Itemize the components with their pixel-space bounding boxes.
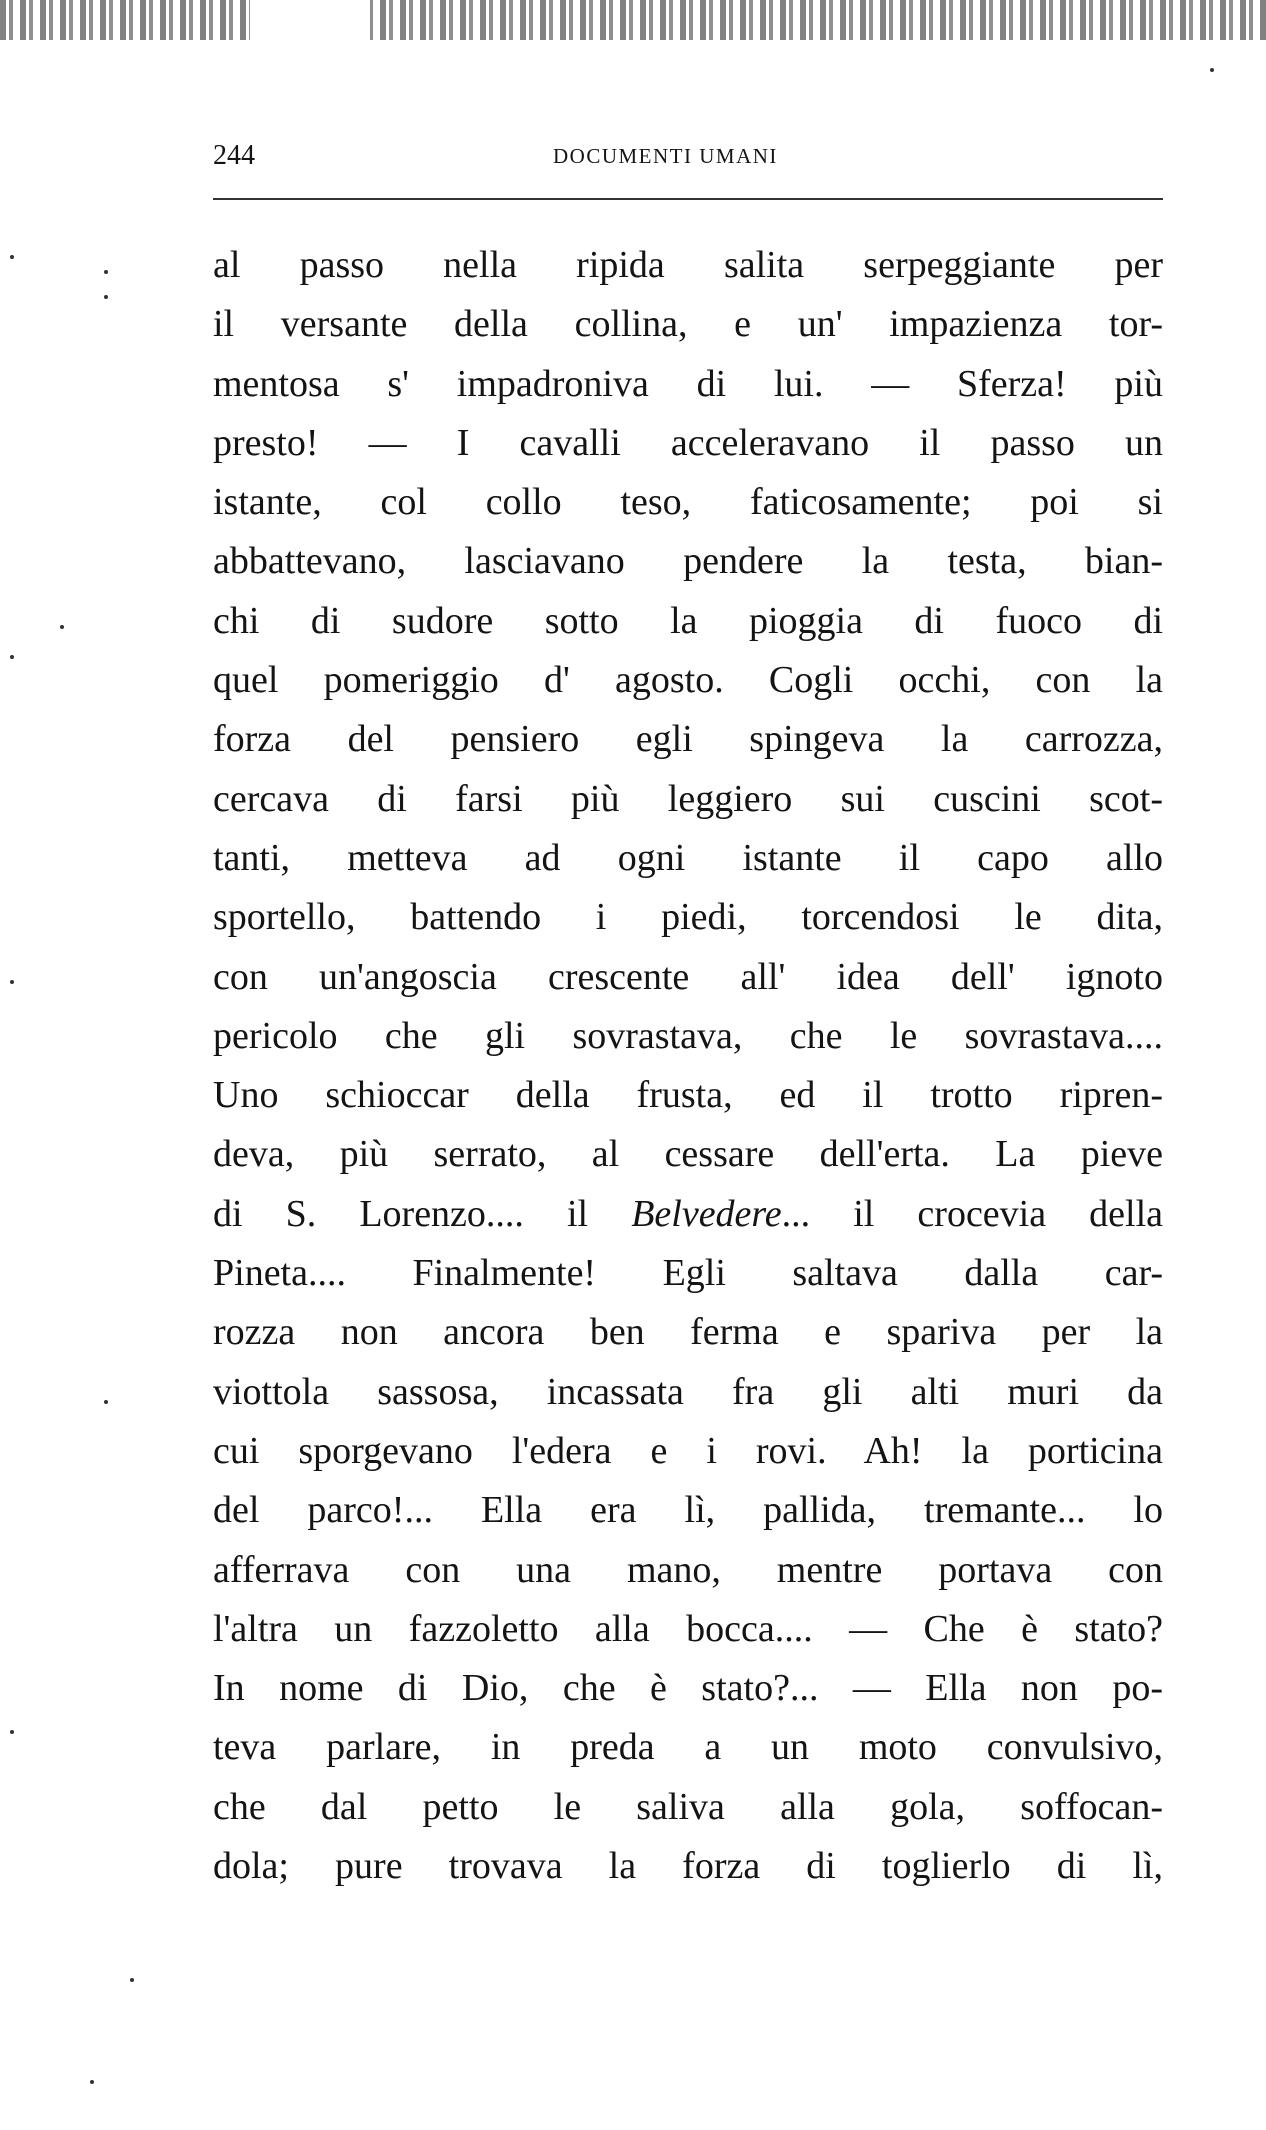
running-title: DOCUMENTI UMANI	[553, 144, 778, 168]
text-segment: di S. Lorenzo.... il	[213, 1192, 632, 1235]
scan-speck	[90, 2080, 94, 2084]
text-line: istante, col collo teso, faticosamente; poi si	[213, 481, 1163, 524]
text-line: presto! — I cavalli acceleravano il passo un	[213, 421, 1163, 464]
text-line: l'altra un fazzoletto alla bocca.... — Che è stato?	[213, 1607, 1163, 1650]
scan-speck	[104, 295, 108, 299]
text-line: abbattevano, lasciavano pendere la testa, bian-	[213, 540, 1163, 583]
text-line: che dal petto le saliva alla gola, soffocan-	[213, 1785, 1163, 1828]
text-line: quel pomeriggio d' agosto. Cogli occhi, con la	[213, 659, 1163, 702]
body-text	[213, 236, 1163, 1896]
header-rule	[213, 198, 1163, 200]
text-line: dola; pure trovava la forza di toglierlo di lì,	[213, 1845, 1163, 1888]
text-line: tanti, metteva ad ogni istante il capo allo	[213, 836, 1163, 879]
text-line: al passo nella ripida salita serpeggiante per	[213, 244, 1163, 286]
text-line-with-italic	[213, 1185, 1163, 1244]
text-line: pericolo che gli sovrastava, che le sovrastava....	[213, 1014, 1163, 1057]
text-line: teva parlare, in preda a un moto convulsivo,	[213, 1726, 1163, 1769]
italic-title: Belvedere	[631, 1192, 782, 1235]
scan-speck	[10, 980, 14, 984]
text-line: Uno schioccar della frusta, ed il trotto ripren-	[213, 1074, 1163, 1117]
scan-speck	[130, 1978, 134, 1982]
scan-speck	[10, 1730, 14, 1734]
scan-speck	[104, 1400, 108, 1404]
text-line: cui sporgevano l'edera e i rovi. Ah! la porticina	[213, 1429, 1163, 1472]
page-number: 244	[213, 140, 255, 171]
scan-speck	[104, 270, 108, 274]
text-segment: ... il crocevia della	[781, 1192, 1164, 1235]
text-line: Pineta.... Finalmente! Egli saltava dalla car-	[213, 1252, 1163, 1295]
text-line: deva, più serrato, al cessare dell'erta. La pieve	[213, 1133, 1163, 1176]
text-line: del parco!... Ella era lì, pallida, tremante... lo	[213, 1489, 1163, 1532]
text-line: rozza non ancora ben ferma e spariva per la	[213, 1311, 1163, 1354]
scan-speck	[10, 655, 14, 659]
text-line: sportello, battendo i piedi, torcendosi le dita,	[213, 896, 1163, 939]
scan-speck	[60, 625, 64, 629]
scan-speck	[1210, 68, 1214, 72]
text-line: In nome di Dio, che è stato?... — Ella non po-	[213, 1667, 1163, 1710]
page-header	[213, 140, 1163, 180]
text-line: mentosa s' impadroniva di lui. — Sferza! più	[213, 362, 1163, 405]
scan-speck	[10, 255, 14, 259]
text-line: forza del pensiero egli spingeva la carrozza,	[213, 718, 1163, 761]
text-line: con un'angoscia crescente all' idea dell' ignoto	[213, 955, 1163, 998]
text-line: cercava di farsi più leggiero sui cuscini scot-	[213, 777, 1163, 820]
text-line: viottola sassosa, incassata fra gli alti muri da	[213, 1370, 1163, 1413]
text-line: il versante della collina, e un' impazienza tor-	[213, 303, 1163, 346]
text-line: afferrava con una mano, mentre portava con	[213, 1548, 1163, 1591]
text-line: chi di sudore sotto la pioggia di fuoco di	[213, 599, 1163, 642]
scan-edge-artifact	[0, 0, 1266, 40]
